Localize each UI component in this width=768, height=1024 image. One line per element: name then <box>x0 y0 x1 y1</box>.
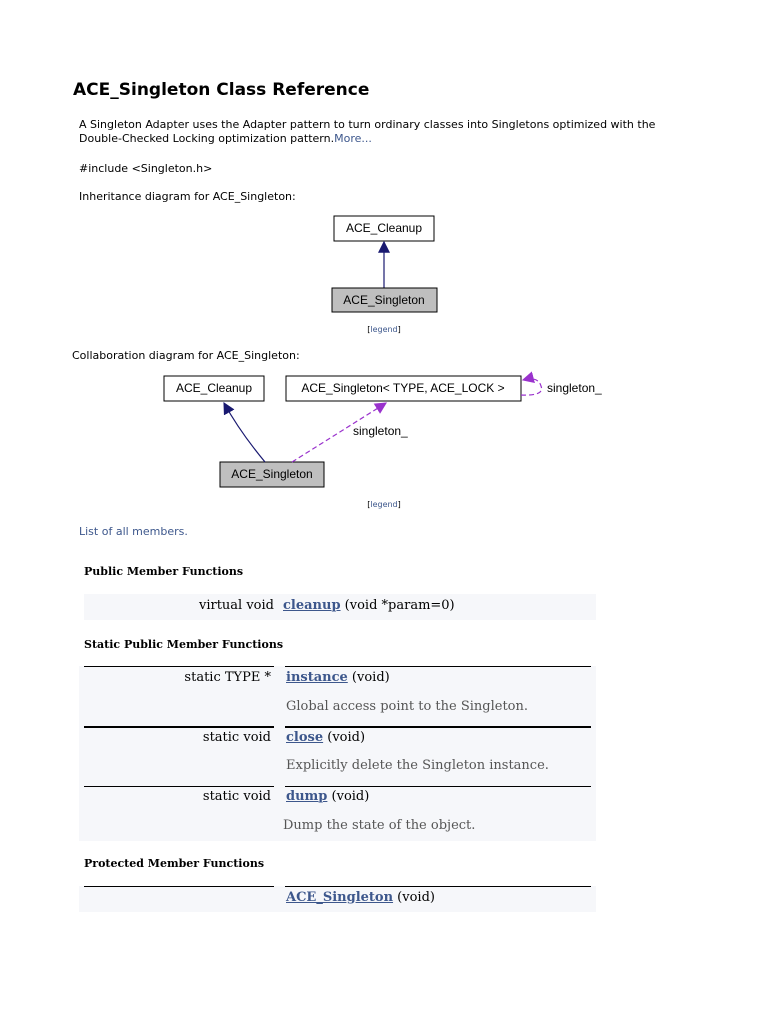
collab-node-ace-cleanup[interactable] <box>164 376 264 401</box>
separator <box>285 666 591 667</box>
member-type: virtual void <box>198 598 274 613</box>
member-signature: ACE_Singleton (void) <box>286 890 435 905</box>
separator <box>285 726 591 728</box>
separator <box>84 726 274 728</box>
member-signature: dump (void) <box>286 789 370 804</box>
more-link[interactable]: More... <box>334 132 372 145</box>
inherit-node-ace-cleanup[interactable] <box>334 216 434 241</box>
member-description: Dump the state of the object. <box>283 818 476 833</box>
collab-inherit-edge <box>224 403 265 462</box>
brief-text: A Singleton Adapter uses the Adapter pattern to turn ordinary classes into Singletons optimized with the Double-Checked Locking optimization pattern. <box>79 118 656 145</box>
table-body <box>79 666 596 841</box>
list-all-members-link[interactable]: List of all members. <box>79 525 188 538</box>
separator <box>84 886 274 887</box>
collab-node-ace-singleton[interactable] <box>220 462 324 487</box>
instance-link[interactable]: instance <box>286 670 348 685</box>
member-type: static void <box>202 789 271 804</box>
include-line: #include <Singleton.h> <box>79 162 213 175</box>
public-member-functions-table <box>84 594 596 620</box>
collab-self-edge <box>521 379 542 395</box>
static-public-member-functions-table <box>79 666 596 841</box>
collab-node-template[interactable] <box>286 376 521 401</box>
member-signature: cleanup (void *param=0) <box>283 598 455 613</box>
inheritance-caption: Inheritance diagram for ACE_Singleton: <box>79 190 296 203</box>
collab-node-ace-cleanup-label: ACE_Cleanup <box>175 381 253 395</box>
collab-usage-edge-label: singleton_ <box>353 424 408 438</box>
collab-legend[interactable]: [legend] <box>367 500 401 509</box>
separator <box>84 786 274 787</box>
collab-node-template-label: ACE_Singleton< TYPE, ACE_LOCK > <box>301 381 505 395</box>
inherit-node-ace-singleton-label: ACE_Singleton <box>343 293 425 307</box>
member-type: static TYPE * <box>184 670 271 685</box>
member-type: static void <box>202 730 271 745</box>
page-title: ACE_Singleton Class Reference <box>73 80 370 100</box>
static-public-member-functions-heading: Static Public Member Functions <box>84 638 284 651</box>
separator <box>285 786 591 787</box>
separator <box>285 886 591 887</box>
separator <box>84 666 274 667</box>
cleanup-link[interactable]: cleanup <box>283 598 341 613</box>
protected-member-functions-table <box>79 886 596 912</box>
dump-link[interactable]: dump <box>286 789 328 804</box>
protected-member-functions-heading: Protected Member Functions <box>84 857 265 870</box>
inheritance-diagram <box>332 216 437 334</box>
inherit-node-ace-cleanup-label: ACE_Cleanup <box>345 221 423 235</box>
inherit-node-ace-singleton[interactable] <box>332 288 437 312</box>
table-row <box>79 886 596 912</box>
close-link[interactable]: close <box>286 730 324 745</box>
collaboration-caption: Collaboration diagram for ACE_Singleton: <box>72 349 300 362</box>
table-row <box>84 594 596 620</box>
inherit-legend[interactable]: [legend] <box>367 325 401 334</box>
collab-node-ace-singleton-label: ACE_Singleton <box>231 467 313 481</box>
member-signature: close (void) <box>286 730 366 745</box>
collab-self-edge-label: singleton_ <box>547 381 602 395</box>
member-signature: instance (void) <box>286 670 390 685</box>
collaboration-diagram <box>164 376 602 509</box>
member-description: Global access point to the Singleton. <box>286 699 529 714</box>
member-description: Explicitly delete the Singleton instance. <box>286 758 549 773</box>
public-member-functions-heading: Public Member Functions <box>84 565 244 578</box>
constructor-link[interactable]: ACE_Singleton <box>286 890 394 905</box>
